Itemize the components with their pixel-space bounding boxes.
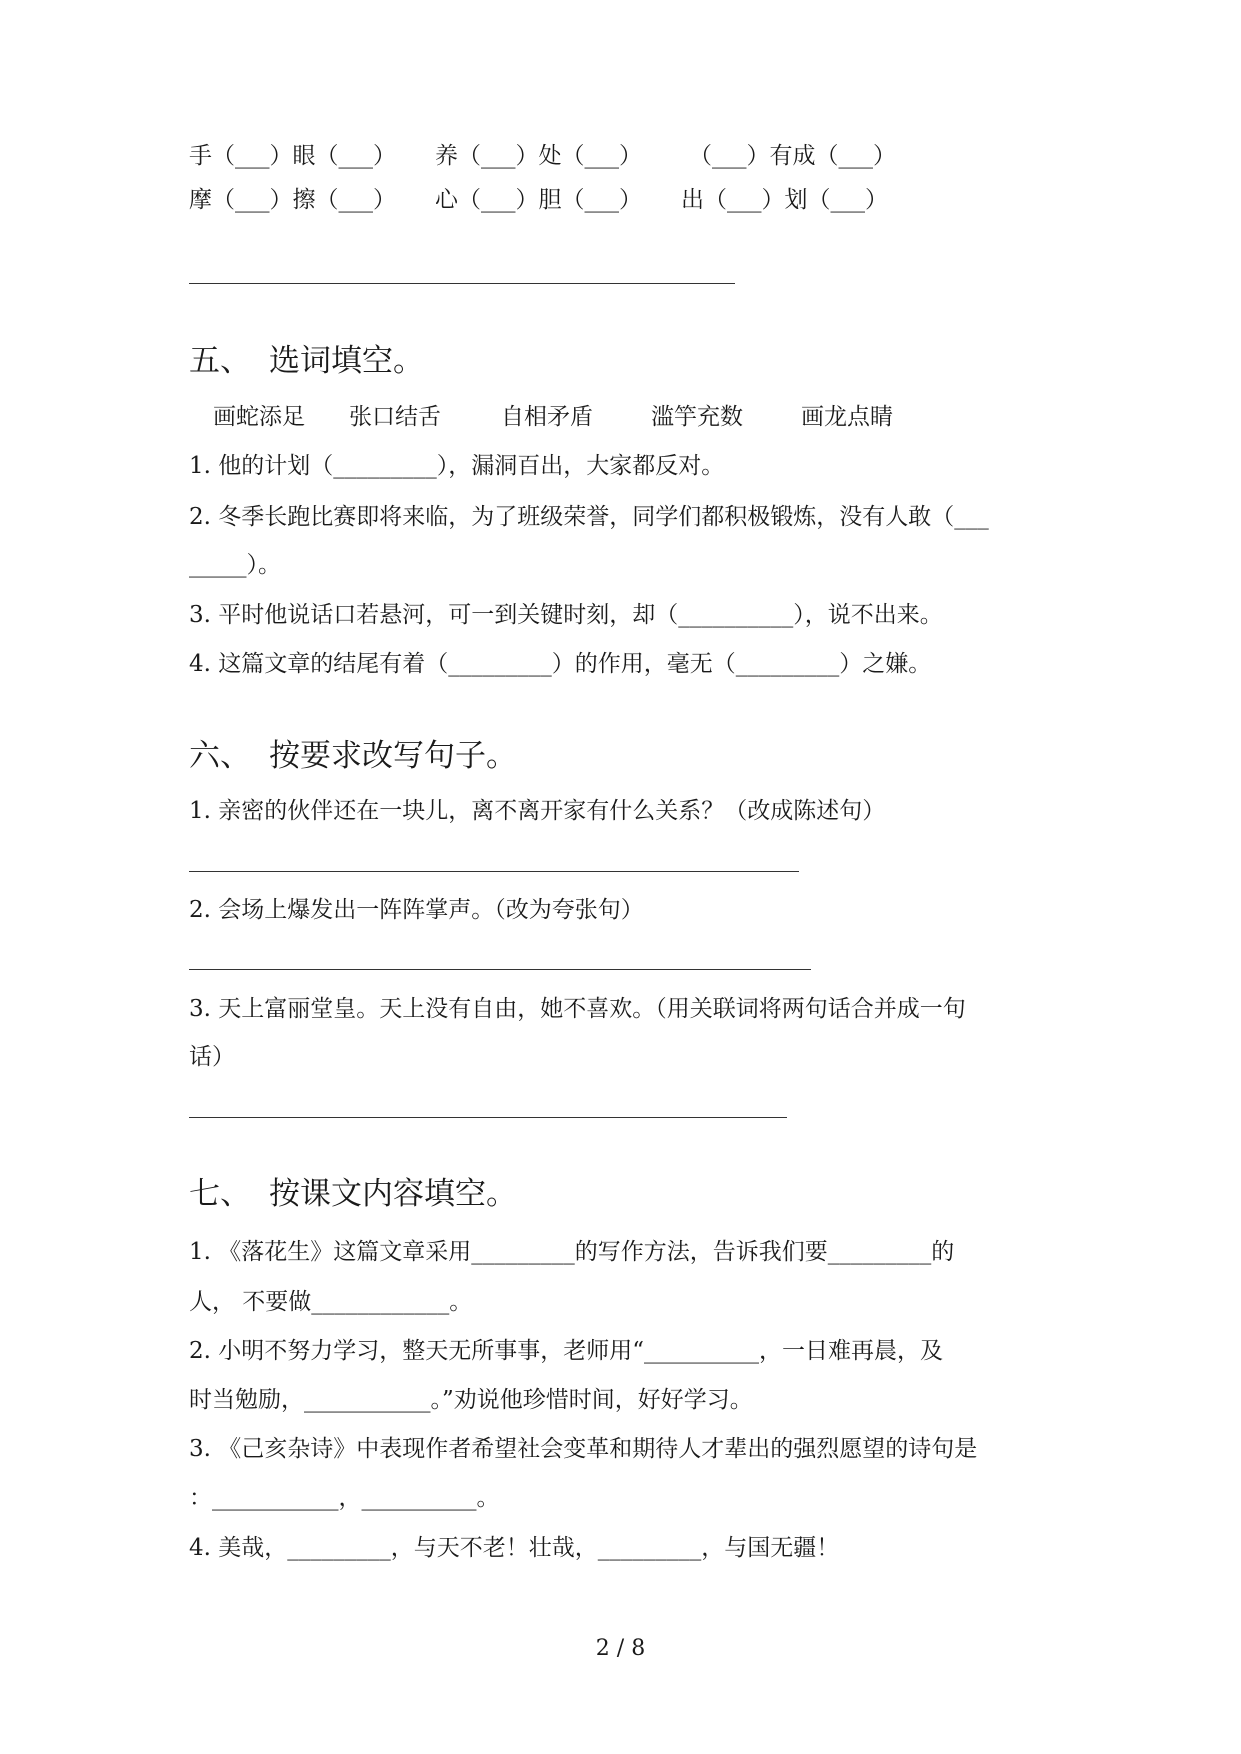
idiom-fill-row-1	[189, 141, 1069, 171]
idiom-blank: 摩（___）擦（___）	[189, 187, 396, 213]
question-line: 1. 亲密的伙伴还在一块儿，离不离开家有什么关系？（改成陈述句）	[189, 798, 886, 824]
heading-number: 五、	[189, 343, 251, 379]
answer-line	[189, 871, 799, 872]
question-line: 3. 平时他说话口若悬河，可一到关键时刻，却（__________），说不出来。	[189, 602, 943, 628]
question-line: 3. 天上富丽堂皇。天上没有自由，她不喜欢。（用关联词将两句话合并成一句	[189, 996, 966, 1022]
idiom-blank: 手（___）眼（___）	[189, 143, 396, 169]
question-line: 人， 不要做____________。	[189, 1289, 473, 1315]
word-bank-item: 画蛇添足	[213, 404, 305, 430]
question-line: ：___________，__________。	[189, 1485, 500, 1511]
answer-line	[189, 1117, 787, 1118]
question-line: 1. 他的计划（_________），漏洞百出，大家都反对。	[189, 453, 725, 479]
idiom-fill-row-2	[189, 185, 1069, 215]
heading-text: 按要求改写句子。	[269, 738, 517, 774]
question-line: 2. 小明不努力学习，整天无所事事，老师用“__________，一日难再晨，及	[189, 1338, 944, 1364]
word-bank-item: 画龙点睛	[801, 404, 893, 430]
question-line: _____）。	[189, 552, 281, 578]
question-line: 4. 这篇文章的结尾有着（_________）的作用，毫无（_________）之嫌。	[189, 651, 932, 677]
section-heading-6	[189, 736, 517, 776]
question-line: 3. 《己亥杂诗》中表现作者希望社会变革和期待人才辈出的强烈愿望的诗句是	[189, 1436, 978, 1462]
question-line: 话）	[189, 1044, 235, 1070]
idiom-blank: 心（___）胆（___）	[435, 187, 642, 213]
word-bank-item: 自相矛盾	[501, 404, 593, 430]
section-heading-7	[189, 1174, 517, 1214]
idiom-blank: 养（___）处（___）	[435, 143, 642, 169]
word-bank-item: 张口结舌	[349, 404, 441, 430]
idiom-blank: 出（___）划（___）	[681, 187, 888, 213]
question-line: 1. 《落花生》这篇文章采用_________的写作方法，告诉我们要_________的	[189, 1239, 955, 1265]
word-bank-item: 滥竽充数	[651, 404, 743, 430]
answer-line	[189, 283, 735, 284]
question-line: 时当勉励，___________。”劝说他珍惜时间，好好学习。	[189, 1387, 753, 1413]
question-line: 4. 美哉，_________，与天不老！壮哉，_________，与国无疆！	[189, 1535, 840, 1561]
heading-number: 六、	[189, 738, 251, 774]
question-line: 2. 会场上爆发出一阵阵掌声。（改为夸张句）	[189, 897, 644, 923]
section-heading-5	[189, 341, 424, 381]
question-line: 2. 冬季长跑比赛即将来临，为了班级荣誉，同学们都积极锻炼，没有人敢（___	[189, 504, 989, 530]
page-number: 2 / 8	[595, 1636, 646, 1661]
heading-text: 按课文内容填空。	[269, 1176, 517, 1212]
answer-line	[189, 969, 811, 970]
heading-text: 选词填空。	[269, 343, 424, 379]
heading-number: 七、	[189, 1176, 251, 1212]
word-bank	[213, 402, 1093, 432]
idiom-blank: （___）有成（___）	[689, 143, 896, 169]
